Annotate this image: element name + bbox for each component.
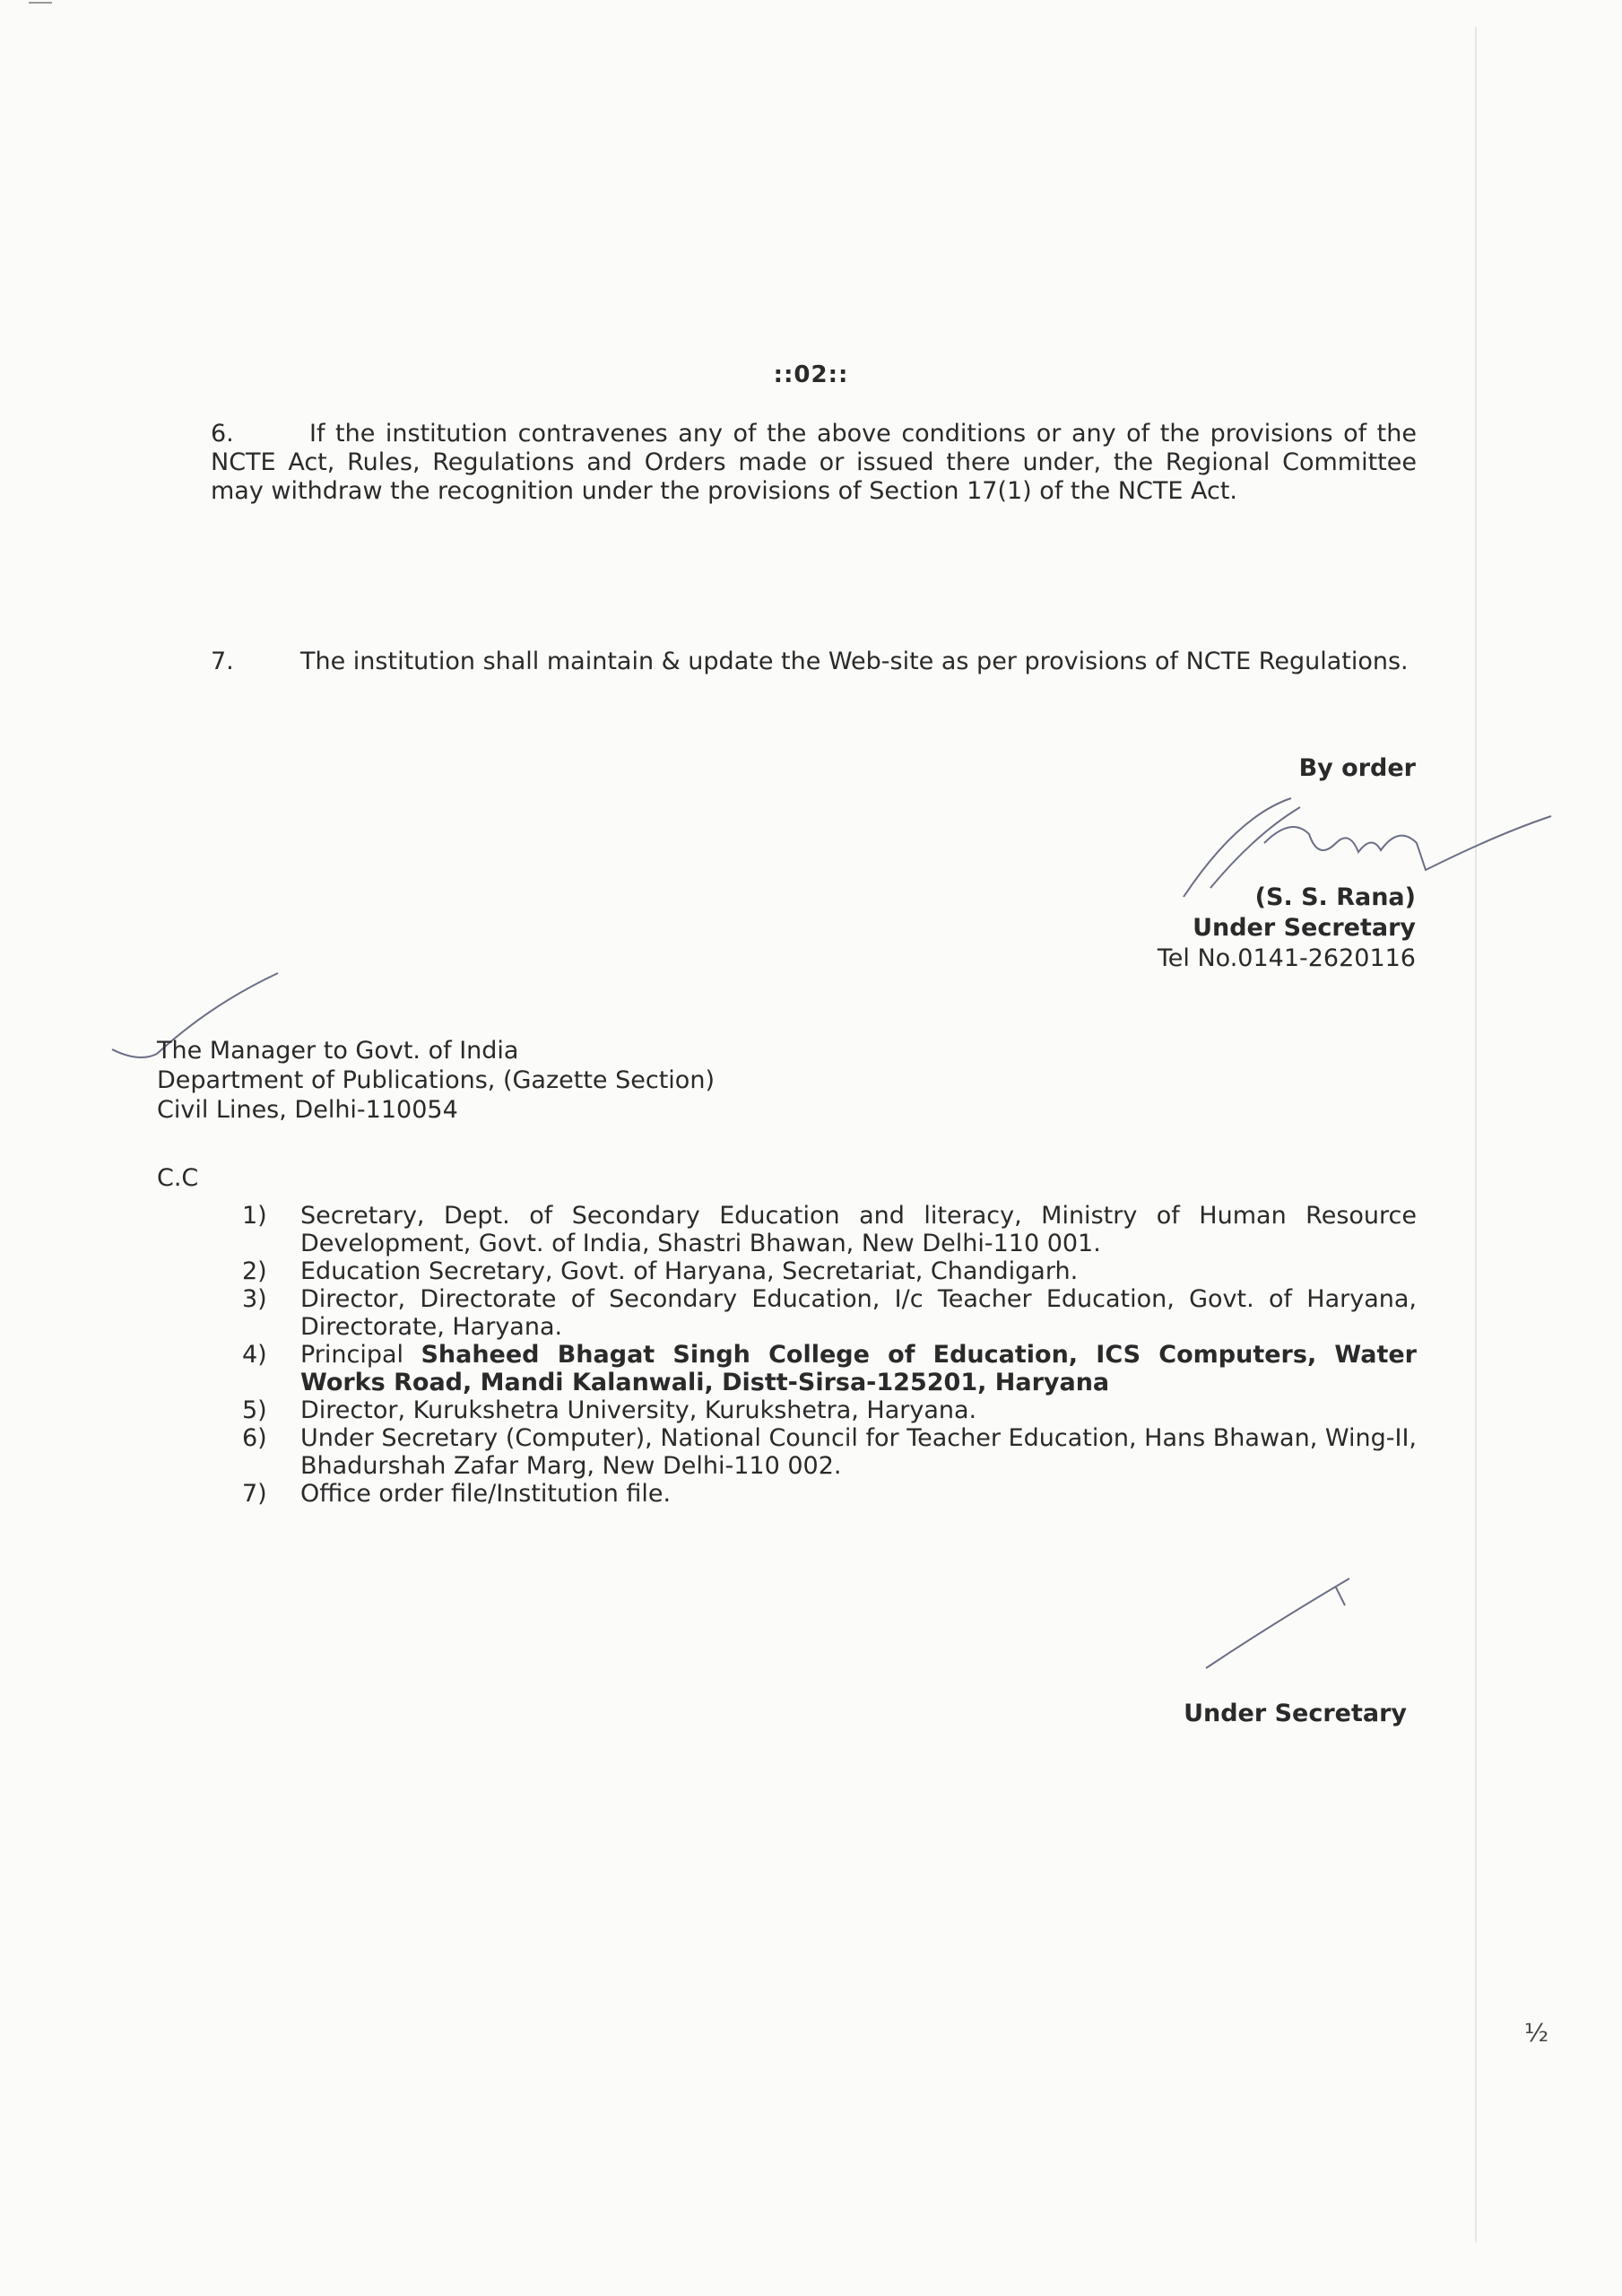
page-number: ::02:: (773, 361, 849, 388)
cc-item-index: 5) (242, 1396, 267, 1424)
scan-corner-mark (27, 0, 54, 5)
cc-item-index: 2) (242, 1257, 267, 1285)
cc-label: C.C (157, 1164, 199, 1192)
paragraph-text: The institution shall maintain & update the Web-site as per provisions of NCTE Regulations. (300, 648, 1409, 675)
paragraph-number: 7. (211, 648, 234, 675)
cc-item (242, 1202, 1417, 1257)
paragraph-7 (211, 648, 1417, 676)
cc-item (242, 1424, 1417, 1480)
paragraph-6 (211, 420, 1417, 506)
cc-item (242, 1341, 1417, 1396)
cc-item-index: 4) (242, 1341, 267, 1369)
paragraph-text: If the institution contravenes any of the above conditions or any of the provisions of the NCTE Act, Rules, Regulations and Orders made or issued there under, the Regional Committee may withdraw the recognition under the provisions of Section 17(1) of the NCTE Act. (211, 420, 1417, 505)
cc-item-text: Director, Kurukshetra University, Kurukshetra, Haryana. (300, 1396, 977, 1424)
closing-designation: Under Secretary (1184, 1700, 1407, 1727)
addressee-block (157, 1036, 715, 1125)
cc-list (242, 1202, 1417, 1508)
signatory-designation: Under Secretary (1193, 914, 1416, 942)
cc-item-index: 3) (242, 1285, 267, 1313)
margin-annotation: ½ (1524, 2018, 1549, 2048)
cc-item (242, 1285, 1417, 1341)
cc-item-text: Under Secretary (Computer), National Council for Teacher Education, Hans Bhawan, Wing-II, Bhadurshah Zafar Marg, New Delhi-110 002. (300, 1424, 1417, 1480)
cc-item (242, 1396, 1417, 1424)
scan-edge-line (1475, 27, 1477, 2242)
signatory-name: (S. S. Rana) (1254, 883, 1416, 911)
initial-mark (1201, 1570, 1363, 1677)
signatory-tel: Tel No.0141-2620116 (1157, 944, 1416, 972)
cc-item-institution-name: Shaheed Bhagat Singh College of Education, ICS Computers, Water Works Road, Mandi Kalanwali, Distt-Sirsa-125201, Haryana (300, 1341, 1417, 1396)
cc-item-index: 6) (242, 1424, 267, 1452)
signature-scribble (1157, 780, 1560, 906)
cc-item-text: Education Secretary, Govt. of Haryana, Secretariat, Chandigarh. (300, 1257, 1079, 1285)
cc-item-text: Secretary, Dept. of Secondary Education and literacy, Ministry of Human Resource Development, Govt. of India, Shastri Bhawan, New Delhi-110 001. (300, 1202, 1417, 1257)
addressee-line: The Manager to Govt. of India (157, 1037, 519, 1065)
cc-item-index: 1) (242, 1202, 267, 1230)
cc-item (242, 1257, 1417, 1285)
addressee-line: Department of Publications, (Gazette Section) (157, 1066, 715, 1094)
cc-item-index: 7) (242, 1480, 267, 1508)
cc-item-text: Office order file/Institution file. (300, 1480, 672, 1508)
paragraph-number: 6. (211, 420, 234, 448)
cc-item-text: Director, Directorate of Secondary Education, I/c Teacher Education, Govt. of Haryana, Directorate, Haryana. (300, 1285, 1417, 1341)
cc-item-prefix: Principal (300, 1341, 421, 1369)
addressee-line: Civil Lines, Delhi-110054 (157, 1096, 458, 1124)
by-order-label: By order (1298, 754, 1416, 782)
cc-item (242, 1480, 1417, 1508)
